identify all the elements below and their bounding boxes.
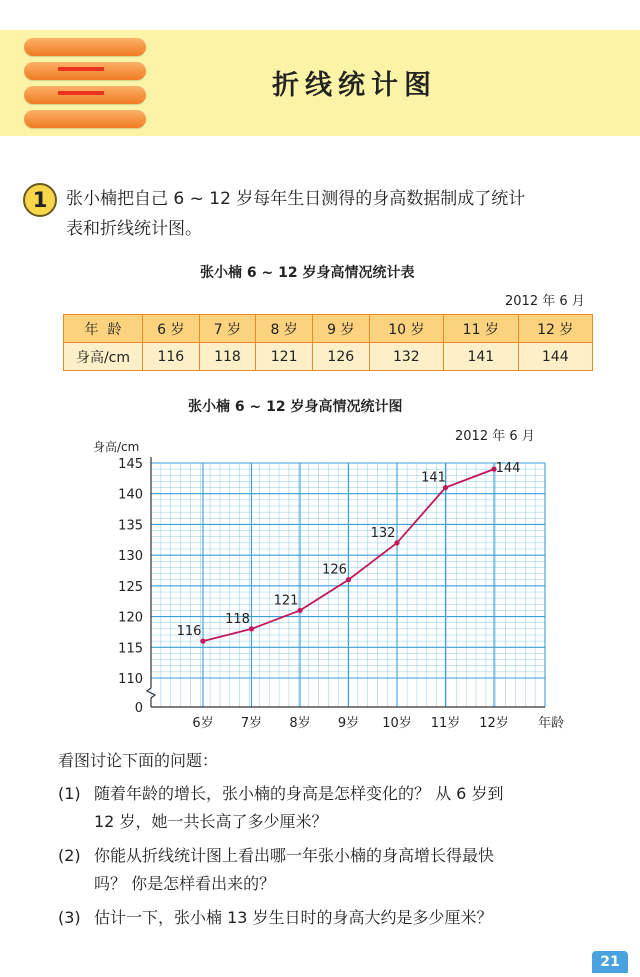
question-3-line1: 估计一下，张小楠 13 岁生日时的身高大约是多少厘米？ <box>94 908 493 927</box>
table-cell-height: 126 <box>312 343 369 371</box>
data-label: 132 <box>370 525 396 541</box>
data-label: 121 <box>273 593 299 609</box>
data-point <box>297 608 302 613</box>
x-tick-label: 7岁 <box>240 716 263 730</box>
table-cell-height: 116 <box>143 343 200 371</box>
x-tick-label: 9岁 <box>337 716 360 730</box>
data-point <box>394 540 399 545</box>
table-cell-age: 9 岁 <box>312 315 369 343</box>
question-1-line1: 随着年龄的增长，张小楠的身高是怎样变化的？ 从 6 岁到 <box>94 784 504 803</box>
y-tick-label: 135 <box>118 518 143 534</box>
data-point <box>443 485 448 490</box>
question-2-line2: 吗？ 你是怎样看出来的？ <box>94 874 276 893</box>
y-tick-label: 120 <box>118 610 143 626</box>
banner-dash <box>58 91 104 95</box>
table-cell-height: 132 <box>369 343 443 371</box>
banner-dash <box>58 67 104 71</box>
table-cell-age: 12 岁 <box>518 315 592 343</box>
data-label: 126 <box>322 562 347 578</box>
chart-title: 张小楠 6 ~ 12 岁身高情况统计图 <box>188 399 403 415</box>
banner-stripe <box>24 38 146 56</box>
banner-stripe <box>24 110 146 128</box>
question-1-line2: 12 岁，她一共长高了多少厘米？ <box>94 812 328 831</box>
question-3-label: (3) <box>58 908 81 927</box>
table-cell-age: 10 岁 <box>369 315 443 343</box>
chart-date: 2012 年 6 月 <box>455 429 535 444</box>
question-1-label: (1) <box>58 784 81 803</box>
data-point <box>200 639 205 644</box>
x-axis-label: 年龄 <box>537 716 565 730</box>
table-row-age <box>64 315 593 343</box>
table-cell-age: 8 岁 <box>256 315 313 343</box>
x-tick-label: 10岁 <box>382 716 412 730</box>
page-title: 折线统计图 <box>272 70 437 101</box>
y-tick-label: 110 <box>118 672 143 687</box>
y-tick-label: 115 <box>118 641 143 657</box>
y-tick-label: 130 <box>118 549 143 565</box>
table-cell-height: 121 <box>256 343 313 371</box>
question-2-label: (2) <box>58 846 81 865</box>
x-tick-label: 12岁 <box>479 716 509 730</box>
line-chart <box>0 430 640 730</box>
x-tick-label: 11岁 <box>430 716 461 730</box>
problem-number-badge: 1 <box>23 183 57 217</box>
table-cell-age: 6 岁 <box>143 315 200 343</box>
table-header-height: 身高/cm <box>64 343 143 371</box>
data-label: 116 <box>176 624 202 640</box>
table-date: 2012 年 6 月 <box>505 294 585 309</box>
problem-text-line1: 张小楠把自己 6 ~ 12 岁每年生日测得的身高数据制成了统计 <box>66 189 526 209</box>
y-tick-label: 140 <box>118 487 143 503</box>
table-cell-age: 11 岁 <box>444 315 518 343</box>
page-number: 21 <box>592 951 628 973</box>
banner-stripe <box>24 86 146 104</box>
question-2-line1: 你能从折线统计图上看出哪一年张小楠的身高增长得最快 <box>94 846 495 865</box>
y-axis-label: 身高/cm <box>93 440 140 454</box>
data-label: 118 <box>225 611 250 627</box>
table-cell-height: 141 <box>444 343 518 371</box>
height-table <box>63 314 593 371</box>
y-tick-label: 0 <box>134 701 143 716</box>
table-row-height <box>64 343 593 371</box>
x-tick-label: 8岁 <box>289 716 311 730</box>
y-tick-label: 125 <box>118 579 143 595</box>
questions-intro: 看图讨论下面的问题： <box>58 751 219 770</box>
table-cell-height: 144 <box>518 343 592 371</box>
table-caption: 张小楠 6 ~ 12 岁身高情况统计表 <box>200 265 415 281</box>
table-cell-age: 7 岁 <box>199 315 256 343</box>
data-point <box>249 626 254 631</box>
table-header-age: 年 龄 <box>64 315 143 343</box>
problem-text-line2: 表和折线统计图。 <box>66 219 202 239</box>
data-label: 141 <box>421 470 446 486</box>
y-tick-label: 145 <box>118 457 143 472</box>
data-label: 144 <box>495 461 521 477</box>
data-point <box>346 577 351 582</box>
table-cell-height: 118 <box>199 343 256 371</box>
banner-stripe <box>24 62 146 80</box>
x-tick-label: 6岁 <box>192 716 214 730</box>
